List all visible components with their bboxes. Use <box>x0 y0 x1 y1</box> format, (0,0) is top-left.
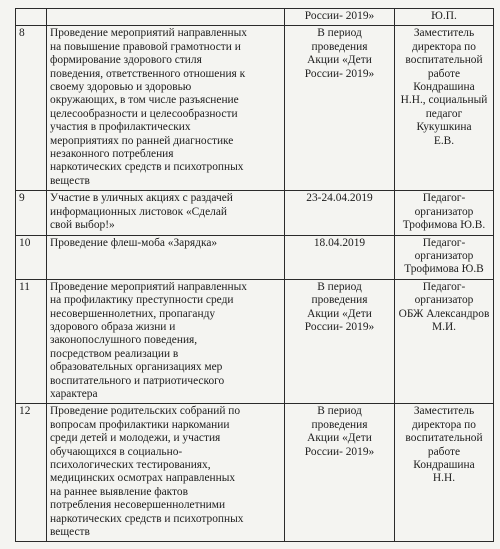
date-cell <box>285 235 395 279</box>
date-cell <box>285 9 395 26</box>
activity-text: Проведение мероприятий направленных на повышение правовой грамотности и формирование здорового стиля поведения, ответственного отношения к своему здоровью и здоровью окружающих, в том числе разъяснение целесообразности и целесообразности участия в профилактических мероприятиях по ранней диагностике незаконного потребления наркотических средств и психотропных веществ <box>50 27 247 187</box>
responsible-cell <box>395 235 494 279</box>
activity-text: Проведение родительских собраний по вопросам профилактики наркомании среди детей и молодежи, и участия обучающихся в социально- психологических тестированиях, медицинских осмотрах направленных на раннее выявление фактов потребления несовершеннолетними наркотических средств и психотропных веществ <box>50 405 244 539</box>
table-row <box>16 9 494 26</box>
date-text: В период проведения Акции «Дети России- 2019» <box>304 280 375 333</box>
date-cell <box>285 404 395 542</box>
date-cell <box>285 191 395 235</box>
activity-text: Проведение мероприятий направленных на профилактику преступности среди несовершеннолетних, пропаганду здорового образа жизни и законопослушного поведения, посредством реализации в образовательных организациях мер воспитательного и патриотического характера <box>50 280 247 400</box>
date-text: 23-24.04.2019 <box>306 192 373 205</box>
date-cell <box>285 26 395 191</box>
row-number: 11 <box>16 279 47 404</box>
row-number: 12 <box>16 404 47 542</box>
activity-text: Участие в уличных акциях с раздачей информационных листовок «Сделай свой выбор!» <box>50 192 233 232</box>
responsible-text: Ю.П. <box>431 10 457 22</box>
responsible-cell <box>395 9 494 26</box>
table-row <box>16 404 494 542</box>
activity-cell <box>47 191 285 235</box>
activity-cell <box>47 279 285 404</box>
responsible-cell <box>395 26 494 191</box>
date-text: В период проведения Акции «Дети России- 2019» <box>304 405 375 458</box>
date-cell <box>285 279 395 404</box>
date-text: России- 2019» <box>304 10 375 22</box>
activity-cell <box>47 26 285 191</box>
table-row <box>16 26 494 191</box>
responsible-cell <box>395 191 494 235</box>
table-row <box>16 235 494 279</box>
activity-cell <box>47 235 285 279</box>
responsible-text: Педагог-организатор ОБЖ Александров М.И. <box>398 280 490 333</box>
date-text: В период проведения Акции «Дети России- 2019» <box>304 27 375 80</box>
responsible-text: Заместитель директора по воспитательной работе Кондрашина Н.Н., социальный педагог Кукушкина Е.В. <box>400 27 488 147</box>
table-row <box>16 279 494 404</box>
activity-plan-table <box>15 8 494 542</box>
row-number <box>16 9 47 26</box>
date-text: 18.04.2019 <box>313 236 366 249</box>
responsible-text: Педагог-организатор Трофимова Ю.В <box>404 236 484 276</box>
activity-cell <box>47 9 285 26</box>
table-row <box>16 191 494 235</box>
activity-cell <box>47 404 285 542</box>
responsible-cell <box>395 279 494 404</box>
row-number: 10 <box>16 235 47 279</box>
responsible-text: Заместитель директора по воспитательной работе Кондрашина Н.Н. <box>405 405 483 485</box>
activity-text: Проведение флеш-моба «Зарядка» <box>50 236 218 249</box>
responsible-text: Педагог-организатор Трофимова Ю.В. <box>402 192 486 232</box>
row-number: 9 <box>16 191 47 235</box>
row-number: 8 <box>16 26 47 191</box>
responsible-cell <box>395 404 494 542</box>
